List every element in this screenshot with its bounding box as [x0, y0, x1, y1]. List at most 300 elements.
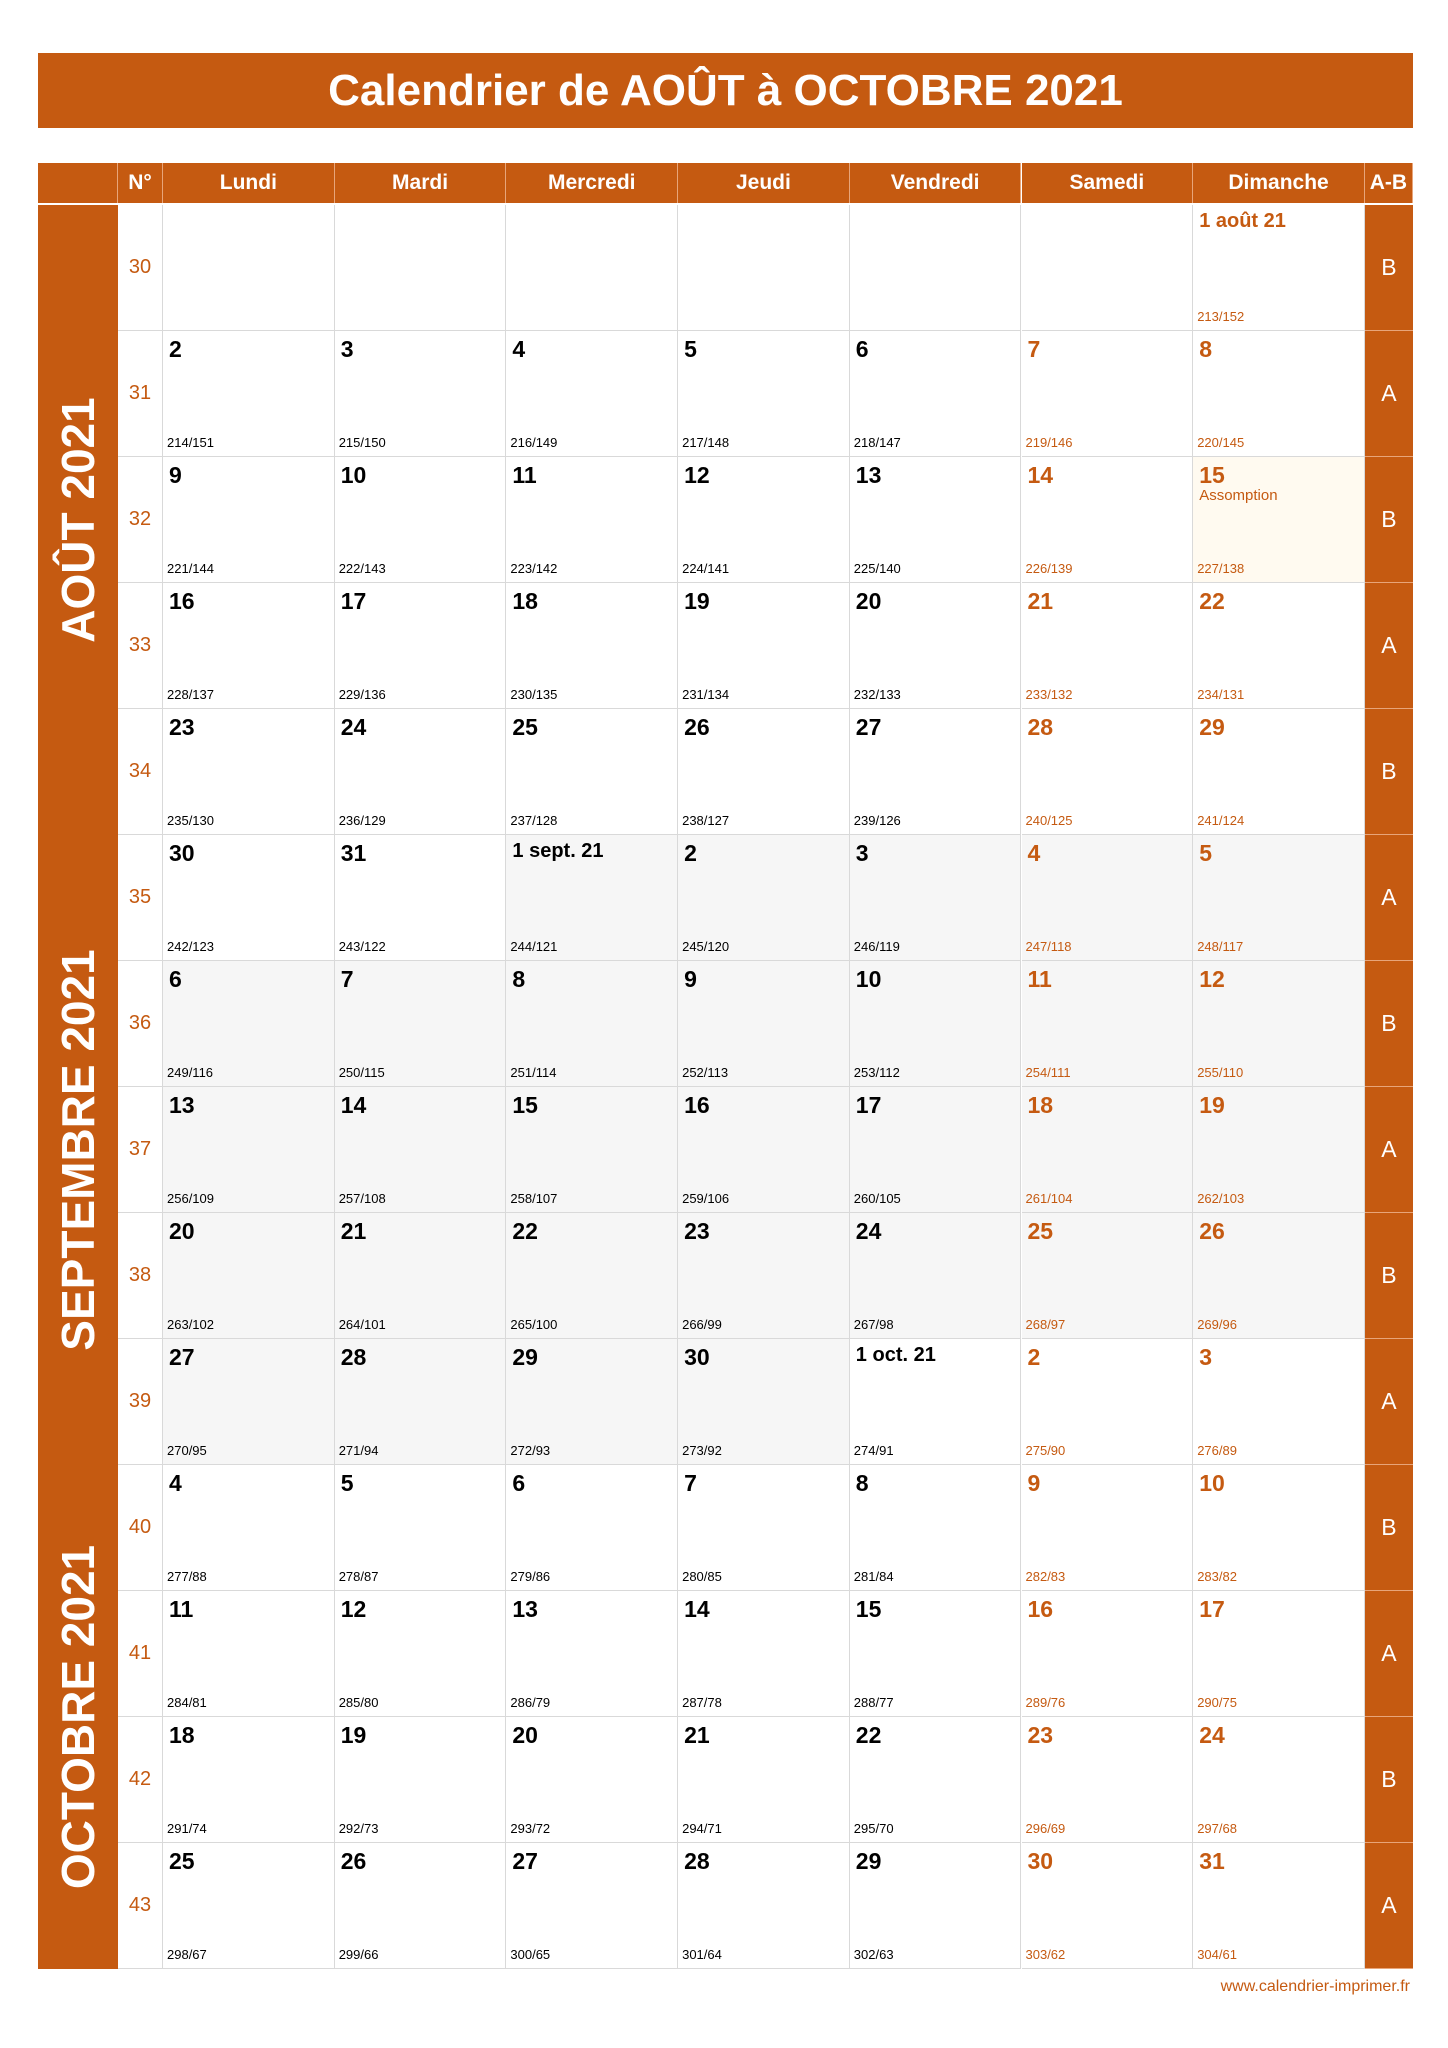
day-cell[interactable] — [1193, 457, 1365, 583]
day-cell[interactable] — [506, 583, 678, 709]
day-cell[interactable] — [1022, 835, 1194, 961]
day-number: 9 — [169, 462, 182, 488]
header-day-5: Vendredi — [850, 163, 1022, 203]
day-cell[interactable] — [163, 1843, 335, 1969]
day-number: 10 — [1199, 1470, 1225, 1496]
day-cell[interactable] — [506, 709, 678, 835]
day-count: 301/64 — [682, 1947, 722, 1962]
day-count: 268/97 — [1025, 1317, 1066, 1332]
day-number: 12 — [340, 1596, 367, 1622]
day-count: 294/71 — [682, 1821, 722, 1836]
day-count: 241/124 — [1197, 813, 1245, 828]
week-number: 30 — [118, 205, 163, 331]
day-cell[interactable] — [678, 1717, 850, 1843]
day-cell[interactable] — [1193, 1591, 1365, 1717]
day-number: 16 — [1027, 1596, 1054, 1622]
day-count: 249/116 — [167, 1065, 214, 1080]
day-count: 228/137 — [167, 687, 214, 702]
day-cell[interactable] — [1022, 1087, 1194, 1213]
day-cell[interactable] — [506, 1087, 678, 1213]
day-count: 266/99 — [682, 1317, 722, 1332]
day-count: 250/115 — [338, 1065, 385, 1080]
day-cell[interactable] — [163, 1465, 335, 1591]
day-cell[interactable] — [1193, 1339, 1365, 1465]
week-ab: B — [1365, 205, 1413, 331]
day-number: 6 — [512, 1470, 526, 1496]
day-count: 286/79 — [510, 1695, 551, 1710]
day-number: 30 — [684, 1344, 710, 1370]
header-ab: A-B — [1365, 163, 1413, 203]
day-count: 219/146 — [1025, 435, 1073, 450]
day-cell[interactable] — [163, 1339, 335, 1465]
day-count: 260/105 — [853, 1191, 901, 1206]
day-number: 16 — [684, 1092, 710, 1118]
day-number: 24 — [855, 1218, 882, 1244]
week-number: 36 — [118, 961, 163, 1087]
day-count: 217/148 — [682, 435, 730, 450]
month-band-2 — [38, 835, 118, 1465]
day-number: 11 — [1027, 966, 1052, 992]
week-number: 39 — [118, 1339, 163, 1465]
day-count: 226/139 — [1025, 561, 1073, 576]
day-cell[interactable] — [163, 1717, 335, 1843]
day-cell[interactable] — [678, 1213, 850, 1339]
day-cell[interactable] — [1022, 457, 1194, 583]
week-ab: B — [1365, 709, 1413, 835]
week-number: 31 — [118, 331, 163, 457]
day-number: 2 — [169, 336, 182, 362]
day-cell[interactable] — [163, 1213, 335, 1339]
day-cell[interactable] — [850, 1465, 1022, 1591]
day-number: 16 — [169, 588, 195, 614]
day-number: 2 — [1027, 1344, 1041, 1370]
day-number: 24 — [1199, 1722, 1225, 1748]
day-cell[interactable] — [678, 709, 850, 835]
week-ab: A — [1365, 1591, 1413, 1717]
day-count: 225/140 — [853, 561, 901, 576]
header-week-number: N° — [118, 163, 163, 203]
day-count: 290/75 — [1197, 1695, 1237, 1710]
day-number: 18 — [1027, 1092, 1054, 1118]
day-cell[interactable] — [678, 1843, 850, 1969]
day-count: 292/73 — [338, 1821, 379, 1836]
day-number: 10 — [855, 966, 882, 992]
day-cell[interactable] — [506, 1213, 678, 1339]
week-ab: B — [1365, 457, 1413, 583]
day-number: 15 — [1199, 462, 1225, 488]
day-cell[interactable] — [335, 835, 507, 961]
day-count: 277/88 — [167, 1569, 207, 1584]
day-count: 256/109 — [167, 1191, 214, 1206]
month-label: AOÛT 2021 — [52, 397, 104, 643]
day-cell[interactable] — [335, 583, 507, 709]
day-count: 304/61 — [1197, 1947, 1237, 1962]
day-number: 1 oct. 21 — [855, 1344, 936, 1366]
day-cell[interactable] — [1022, 1339, 1194, 1465]
day-number: 14 — [1027, 462, 1054, 488]
header-month-corner — [38, 163, 118, 203]
day-cell[interactable] — [1022, 583, 1194, 709]
day-cell[interactable] — [335, 1213, 507, 1339]
day-cell[interactable] — [678, 1087, 850, 1213]
day-number: 22 — [1199, 588, 1225, 614]
month-label: SEPTEMBRE 2021 — [52, 949, 104, 1351]
day-cell[interactable] — [1022, 1843, 1194, 1969]
day-number: 4 — [169, 1470, 182, 1496]
day-cell[interactable] — [850, 961, 1022, 1087]
day-cell[interactable] — [1022, 709, 1194, 835]
day-number: 8 — [855, 1470, 869, 1496]
day-count: 281/84 — [853, 1569, 894, 1584]
day-count: 298/67 — [167, 1947, 207, 1962]
day-cell[interactable] — [335, 1339, 507, 1465]
week-number: 37 — [118, 1087, 163, 1213]
day-count: 224/141 — [682, 561, 730, 576]
day-cell[interactable] — [506, 1717, 678, 1843]
day-number: 29 — [512, 1344, 538, 1370]
day-cell[interactable] — [506, 1843, 678, 1969]
day-count: 234/131 — [1197, 687, 1245, 702]
day-count: 253/112 — [853, 1065, 900, 1080]
day-count: 289/76 — [1025, 1695, 1066, 1710]
day-cell[interactable] — [506, 331, 678, 457]
day-cell[interactable] — [163, 709, 335, 835]
day-cell[interactable] — [1022, 1591, 1194, 1717]
day-cell[interactable] — [850, 1717, 1022, 1843]
day-number: 25 — [169, 1848, 195, 1874]
week-ab: A — [1365, 583, 1413, 709]
day-cell[interactable] — [678, 331, 850, 457]
day-number: 23 — [169, 714, 195, 740]
day-count: 300/65 — [510, 1947, 551, 1962]
day-count: 238/127 — [682, 813, 730, 828]
day-cell[interactable] — [850, 457, 1022, 583]
day-count: 285/80 — [338, 1695, 379, 1710]
day-count: 244/121 — [510, 939, 558, 954]
day-number: 19 — [684, 588, 710, 614]
month-label: OCTOBRE 2021 — [52, 1544, 104, 1890]
day-count: 261/104 — [1025, 1191, 1073, 1206]
day-cell[interactable] — [678, 1339, 850, 1465]
day-count: 240/125 — [1025, 813, 1073, 828]
day-count: 303/62 — [1025, 1947, 1066, 1962]
week-number: 38 — [118, 1213, 163, 1339]
day-count: 302/63 — [853, 1947, 894, 1962]
day-cell[interactable] — [678, 583, 850, 709]
day-number: 21 — [1027, 588, 1054, 614]
day-count: 222/143 — [338, 561, 386, 576]
day-count: 267/98 — [853, 1317, 894, 1332]
day-count: 231/134 — [682, 687, 730, 702]
day-count: 254/111 — [1025, 1065, 1071, 1080]
day-count: 218/147 — [853, 435, 901, 450]
day-cell[interactable] — [506, 1339, 678, 1465]
day-count: 270/95 — [167, 1443, 207, 1458]
day-cell[interactable] — [1193, 835, 1365, 961]
header-day-7: Dimanche — [1193, 163, 1365, 203]
week-ab: B — [1365, 1465, 1413, 1591]
day-count: 275/90 — [1025, 1443, 1066, 1458]
week-number: 34 — [118, 709, 163, 835]
day-cell[interactable] — [1193, 709, 1365, 835]
day-cell[interactable] — [1193, 961, 1365, 1087]
day-count: 293/72 — [510, 1821, 551, 1836]
day-count: 262/103 — [1197, 1191, 1245, 1206]
day-count: 276/89 — [1197, 1443, 1237, 1458]
day-cell[interactable] — [335, 457, 507, 583]
day-number: 3 — [340, 336, 354, 362]
day-cell[interactable] — [335, 1843, 507, 1969]
day-count: 279/86 — [510, 1569, 551, 1584]
day-count: 216/149 — [510, 435, 558, 450]
week-ab: B — [1365, 1717, 1413, 1843]
day-count: 258/107 — [510, 1191, 558, 1206]
day-number: 17 — [340, 588, 367, 614]
day-cell[interactable] — [678, 205, 850, 331]
day-cell[interactable] — [1193, 205, 1365, 331]
day-number: 12 — [684, 462, 710, 488]
day-cell[interactable] — [335, 1591, 507, 1717]
day-number: 15 — [512, 1092, 538, 1118]
day-number: 20 — [169, 1218, 195, 1244]
day-count: 235/130 — [167, 813, 214, 828]
day-cell[interactable] — [506, 457, 678, 583]
day-number: 5 — [1199, 840, 1212, 866]
day-count: 245/120 — [682, 939, 730, 954]
day-count: 263/102 — [167, 1317, 214, 1332]
day-cell[interactable] — [1022, 961, 1194, 1087]
day-count: 287/78 — [682, 1695, 722, 1710]
header-day-1: Lundi — [163, 163, 335, 203]
day-number: 22 — [855, 1722, 882, 1748]
day-count: 282/83 — [1025, 1569, 1066, 1584]
day-cell[interactable] — [506, 1591, 678, 1717]
week-number: 32 — [118, 457, 163, 583]
day-number: 20 — [512, 1722, 538, 1748]
header-day-3: Mercredi — [506, 163, 678, 203]
day-number: 26 — [684, 714, 710, 740]
day-number: 30 — [169, 840, 195, 866]
day-number: 26 — [340, 1848, 367, 1874]
day-number: 6 — [169, 966, 182, 992]
day-cell[interactable] — [850, 835, 1022, 961]
day-number: 22 — [512, 1218, 538, 1244]
day-number: 17 — [855, 1092, 882, 1118]
day-cell[interactable] — [1193, 1087, 1365, 1213]
day-count: 274/91 — [853, 1443, 894, 1458]
week-ab: A — [1365, 835, 1413, 961]
day-count: 255/110 — [1197, 1065, 1244, 1080]
day-cell[interactable] — [163, 205, 335, 331]
day-cell[interactable] — [850, 583, 1022, 709]
day-cell[interactable] — [335, 1087, 507, 1213]
day-number: 23 — [684, 1218, 710, 1244]
day-number: 31 — [340, 840, 367, 866]
day-cell[interactable] — [335, 331, 507, 457]
day-count: 246/119 — [853, 939, 900, 954]
day-count: 213/152 — [1197, 309, 1245, 324]
day-cell[interactable] — [1022, 205, 1194, 331]
day-cell[interactable] — [1193, 1843, 1365, 1969]
day-number: 5 — [340, 1470, 354, 1496]
day-number: 2 — [684, 840, 697, 866]
day-cell[interactable] — [506, 835, 678, 961]
day-cell[interactable] — [163, 583, 335, 709]
week-number: 33 — [118, 583, 163, 709]
header-day-6: Samedi — [1022, 163, 1194, 203]
calendar-grid — [38, 163, 1413, 1963]
day-cell[interactable] — [1193, 1213, 1365, 1339]
day-count: 239/126 — [853, 813, 901, 828]
day-cell[interactable] — [850, 205, 1022, 331]
day-number: 27 — [512, 1848, 538, 1874]
day-number: 13 — [512, 1596, 538, 1622]
day-number: 25 — [512, 714, 538, 740]
day-number: 3 — [855, 840, 869, 866]
day-cell[interactable] — [678, 961, 850, 1087]
day-cell[interactable] — [163, 457, 335, 583]
day-cell[interactable] — [163, 961, 335, 1087]
day-cell[interactable] — [1193, 331, 1365, 457]
day-cell[interactable] — [850, 1213, 1022, 1339]
day-number: 4 — [512, 336, 526, 362]
day-cell[interactable] — [850, 1087, 1022, 1213]
day-count: 280/85 — [682, 1569, 722, 1584]
day-cell[interactable] — [1193, 1717, 1365, 1843]
day-number: 15 — [855, 1596, 882, 1622]
footer-url: www.calendrier-imprimer.fr — [1220, 1978, 1410, 1995]
day-cell[interactable] — [678, 835, 850, 961]
day-cell[interactable] — [850, 709, 1022, 835]
day-count: 278/87 — [338, 1569, 379, 1584]
week-ab: B — [1365, 1213, 1413, 1339]
day-number: 6 — [855, 336, 869, 362]
day-count: 288/77 — [853, 1695, 894, 1710]
day-number: 3 — [1199, 1344, 1212, 1370]
day-cell[interactable] — [335, 709, 507, 835]
day-number: 18 — [512, 588, 538, 614]
day-count: 257/108 — [338, 1191, 386, 1206]
day-cell[interactable] — [163, 1591, 335, 1717]
day-count: 229/136 — [338, 687, 386, 702]
day-count: 291/74 — [167, 1821, 207, 1836]
day-number: 7 — [1027, 336, 1041, 362]
day-count: 251/114 — [510, 1065, 557, 1080]
day-count: 295/70 — [853, 1821, 894, 1836]
day-number: 28 — [1027, 714, 1054, 740]
day-number: 5 — [684, 336, 697, 362]
week-ab: A — [1365, 1843, 1413, 1969]
day-count: 215/150 — [338, 435, 386, 450]
day-cell[interactable] — [678, 1591, 850, 1717]
day-cell[interactable] — [850, 331, 1022, 457]
day-number: 10 — [340, 462, 367, 488]
day-count: 296/69 — [1025, 1821, 1066, 1836]
day-cell[interactable] — [850, 1339, 1022, 1465]
day-cell[interactable] — [1022, 331, 1194, 457]
day-count: 221/144 — [167, 561, 214, 576]
day-cell[interactable] — [678, 457, 850, 583]
day-cell[interactable] — [506, 205, 678, 331]
day-number: 19 — [1199, 1092, 1225, 1118]
day-count: 232/133 — [853, 687, 901, 702]
day-count: 243/122 — [338, 939, 386, 954]
day-number: 28 — [340, 1344, 367, 1370]
day-cell[interactable] — [163, 1087, 335, 1213]
month-band-3 — [38, 1465, 118, 1969]
week-number: 40 — [118, 1465, 163, 1591]
day-number: 31 — [1199, 1848, 1225, 1874]
day-number: 27 — [169, 1344, 195, 1370]
day-number: 25 — [1027, 1218, 1054, 1244]
day-cell[interactable] — [506, 961, 678, 1087]
day-cell[interactable] — [1193, 1465, 1365, 1591]
month-band-1 — [38, 205, 118, 835]
week-number: 35 — [118, 835, 163, 961]
day-count: 237/128 — [510, 813, 558, 828]
day-number: 24 — [340, 714, 367, 740]
week-ab: B — [1365, 961, 1413, 1087]
day-number: 18 — [169, 1722, 195, 1748]
day-number: 29 — [1199, 714, 1225, 740]
week-ab: A — [1365, 331, 1413, 457]
day-cell[interactable] — [1022, 1213, 1194, 1339]
day-number: 1 sept. 21 — [512, 840, 604, 862]
day-number: 14 — [684, 1596, 710, 1622]
day-count: 297/68 — [1197, 1821, 1237, 1836]
day-cell[interactable] — [335, 205, 507, 331]
day-cell[interactable] — [335, 1717, 507, 1843]
header-day-2: Mardi — [335, 163, 507, 203]
week-number: 43 — [118, 1843, 163, 1969]
day-cell[interactable] — [678, 1465, 850, 1591]
day-cell[interactable] — [1022, 1717, 1194, 1843]
day-number: 14 — [340, 1092, 367, 1118]
day-number: 9 — [1027, 1470, 1041, 1496]
day-number: 8 — [1199, 336, 1212, 362]
day-count: 265/100 — [510, 1317, 558, 1332]
day-count: 264/101 — [338, 1317, 386, 1332]
day-cell[interactable] — [163, 331, 335, 457]
day-number: 26 — [1199, 1218, 1225, 1244]
day-cell[interactable] — [850, 1591, 1022, 1717]
day-cell[interactable] — [1193, 583, 1365, 709]
day-count: 233/132 — [1025, 687, 1073, 702]
day-number: 8 — [512, 966, 526, 992]
day-number: 29 — [855, 1848, 882, 1874]
day-number: 11 — [512, 462, 537, 488]
day-cell[interactable] — [335, 1465, 507, 1591]
day-count: 242/123 — [167, 939, 214, 954]
day-number: 13 — [855, 462, 882, 488]
day-cell[interactable] — [1022, 1465, 1194, 1591]
day-cell[interactable] — [850, 1843, 1022, 1969]
day-number: 21 — [684, 1722, 710, 1748]
day-number: 30 — [1027, 1848, 1054, 1874]
header-day-4: Jeudi — [678, 163, 850, 203]
day-number: 28 — [684, 1848, 710, 1874]
day-cell[interactable] — [506, 1465, 678, 1591]
day-count: 272/93 — [510, 1443, 551, 1458]
day-cell[interactable] — [163, 835, 335, 961]
day-cell[interactable] — [335, 961, 507, 1087]
day-number: 12 — [1199, 966, 1225, 992]
calendar-title: Calendrier de AOÛT à OCTOBRE 2021 — [38, 53, 1413, 128]
day-number: 1 août 21 — [1199, 210, 1286, 232]
day-number: 7 — [684, 1470, 697, 1496]
week-number: 41 — [118, 1591, 163, 1717]
holiday-label: Assomption — [1199, 487, 1278, 504]
